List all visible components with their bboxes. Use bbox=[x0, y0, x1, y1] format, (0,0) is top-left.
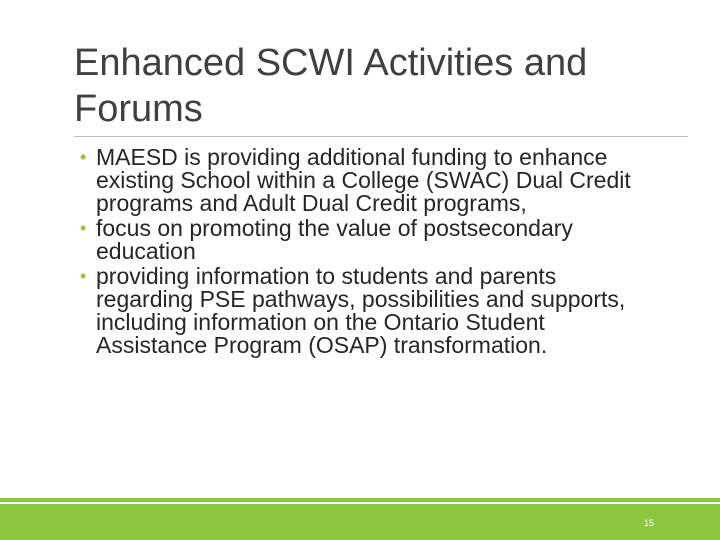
footer-accent-line bbox=[0, 498, 720, 502]
bullet-item bbox=[80, 144, 656, 216]
bullet-list bbox=[80, 144, 656, 359]
bullet-item bbox=[80, 215, 656, 264]
bullet-dot-icon: • bbox=[80, 147, 87, 167]
slide-title: Enhanced SCWI Activities and Forums bbox=[74, 42, 588, 130]
title-divider bbox=[74, 136, 688, 137]
bullet-dot-icon: • bbox=[80, 218, 87, 238]
footer-bar bbox=[0, 504, 720, 540]
bullet-item bbox=[80, 263, 656, 358]
bullet-dot-icon: • bbox=[80, 266, 87, 286]
bullet-text: MAESD is providing additional funding to enhance existing School within a College (SWAC) Dual Credit programs and Adult Dual Credit programs, bbox=[96, 144, 631, 216]
bullet-text: providing information to students and parents regarding PSE pathways, possibilities and supports, including information on the Ontario Student Assistance Program (OSAP) transformation. bbox=[96, 263, 626, 358]
bullet-text: focus on promoting the value of postsecondary education bbox=[96, 215, 573, 264]
page-number: 15 bbox=[643, 518, 654, 528]
